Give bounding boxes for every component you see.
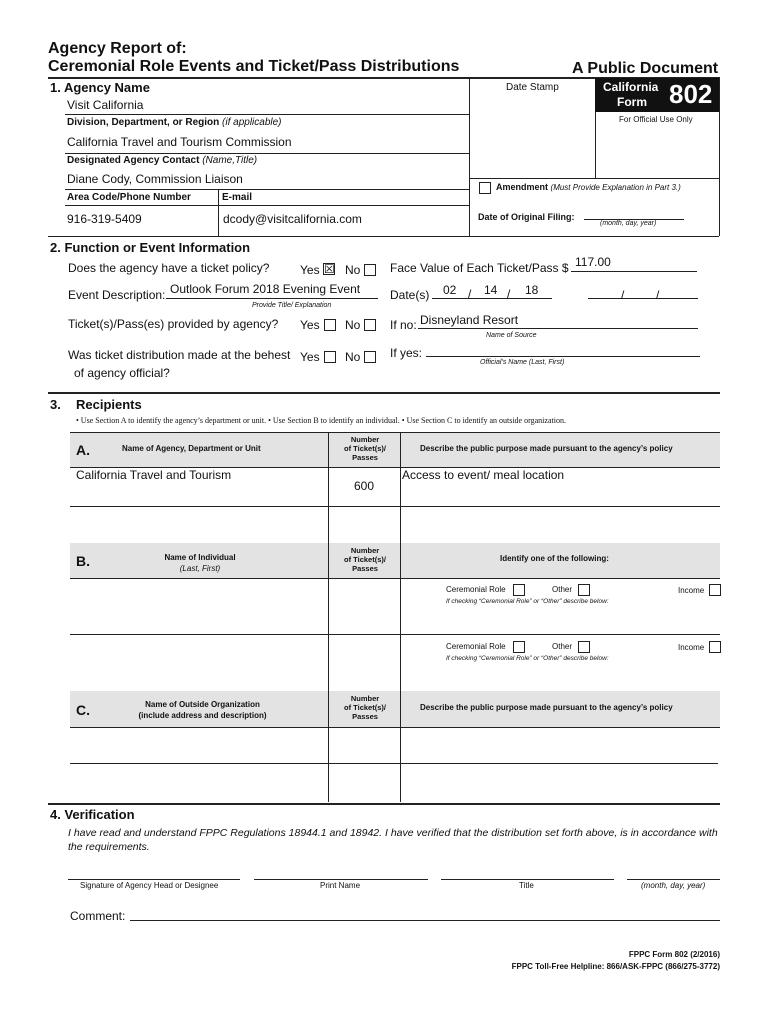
part1-bottom-left	[48, 236, 469, 237]
section-c-header-bottom	[70, 727, 720, 728]
title-line	[441, 879, 614, 880]
phone-line	[65, 205, 469, 206]
table-col-divider-2	[400, 432, 401, 802]
contact-value: Diane Cody, Commission Liaison	[67, 172, 243, 186]
behest-question-line2: of agency official?	[74, 366, 170, 380]
b-row1-bottom	[70, 634, 720, 635]
behest-yes-checkbox[interactable]	[324, 351, 336, 363]
if-no-label: If no:	[390, 318, 417, 332]
section-b-col1	[130, 552, 270, 574]
part3-bottom-rule	[48, 803, 720, 805]
agency-name-line	[65, 114, 469, 115]
section-a-row1-purpose: Access to event/ meal location	[402, 468, 565, 482]
face-value-line	[571, 271, 697, 272]
part2-heading: 2. Function or Event Information	[50, 240, 251, 255]
b-row1-ceremonial-checkbox[interactable]	[513, 584, 525, 596]
division-label	[67, 117, 282, 128]
section-c-col3: Describe the public purpose made pursuant to the agency’s policy	[420, 703, 673, 712]
section-b-letter: B.	[76, 553, 90, 569]
if-no-line	[418, 328, 698, 329]
contact-label-text: Designated Agency Contact	[67, 155, 200, 166]
section-a-col2-l1: Number	[350, 435, 380, 444]
comment-label: Comment:	[70, 909, 126, 923]
b-row1-income-checkbox[interactable]	[709, 584, 721, 596]
comment-field[interactable]	[130, 920, 720, 921]
b-row2-income-checkbox[interactable]	[709, 641, 721, 653]
b-row1-describe-note: If checking “Ceremonial Role” or “Other” describe below:	[446, 598, 609, 605]
section-c-col2	[330, 694, 400, 721]
verification-statement: I have read and understand FPPC Regulations 18944.1 and 18942. I have verified that the distribution set forth above, is in accordance with the requirements.	[68, 827, 718, 853]
policy-yes-checkbox[interactable]: ☒	[324, 262, 335, 276]
policy-no-checkbox[interactable]	[364, 264, 376, 276]
official-use-bottom	[469, 178, 719, 179]
event-description-line	[166, 298, 378, 299]
section-a-col1: Name of Agency, Department or Unit	[122, 444, 261, 453]
part4-heading: 4. Verification	[50, 807, 135, 822]
provided-no-label: No	[345, 318, 361, 332]
date2-slash-2: /	[656, 288, 660, 302]
if-yes-label: If yes:	[390, 346, 423, 360]
behest-question-line1: Was ticket distribution made at the behest	[68, 348, 291, 362]
title-label: Title	[519, 881, 534, 890]
section-a-col2-l2: of Ticket(s)/	[344, 444, 386, 453]
part1-right-border	[719, 78, 720, 236]
section-a-col3: Describe the public purpose made pursuant to the agency’s policy	[420, 444, 673, 453]
section-a-letter: A.	[76, 442, 90, 458]
date-slash-2: /	[507, 287, 511, 301]
form-title-line1: Agency Report of:	[48, 40, 187, 57]
tickets-provided-question: Ticket(s)/Pass(es) provided by agency?	[68, 317, 279, 331]
provided-yes-label: Yes	[300, 318, 320, 332]
contact-line	[65, 189, 469, 190]
section-a-top	[70, 432, 720, 433]
phone-label: Area Code/Phone Number	[67, 192, 191, 203]
contact-note: (Name,Title)	[202, 155, 258, 166]
sign-date-line	[627, 879, 720, 880]
part2-bottom-rule	[48, 392, 720, 394]
date-line-2	[588, 298, 698, 299]
part1-bottom-border	[469, 236, 719, 237]
policy-yes-label: Yes	[300, 263, 320, 277]
b-row2-income-label: Income	[678, 643, 705, 652]
behest-no-checkbox[interactable]	[364, 351, 376, 363]
date-stamp-label: Date Stamp	[506, 82, 559, 93]
b-row2-ceremonial-label: Ceremonial Role	[446, 642, 506, 651]
section-c-letter: C.	[76, 702, 90, 718]
division-label-text: Division, Department, or Region	[67, 117, 220, 128]
section-c-col2-l1: Number	[350, 694, 380, 703]
section-c-col1-l2: (include address and description)	[138, 711, 267, 720]
signature-line	[68, 879, 240, 880]
if-yes-line	[426, 356, 700, 357]
phone-email-divider	[218, 189, 219, 236]
ticket-policy-question: Does the agency have a ticket policy?	[68, 261, 270, 275]
date-month: 02	[443, 283, 457, 297]
part1-divider	[469, 78, 470, 236]
form-word: Form	[617, 95, 647, 109]
section-a-row1-number: 600	[354, 479, 375, 493]
signature-label: Signature of Agency Head or Designee	[80, 881, 219, 890]
b-row2-other-checkbox[interactable]	[578, 641, 590, 653]
b-row2-ceremonial-checkbox[interactable]	[513, 641, 525, 653]
face-value-label: Face Value of Each Ticket/Pass $	[390, 261, 569, 275]
section-b-col1-l1: Name of Individual	[164, 553, 236, 562]
b-row1-ceremonial-label: Ceremonial Role	[446, 585, 506, 594]
email-label: E-mail	[222, 192, 253, 203]
agency-name-value: Visit California	[67, 98, 144, 112]
form-number: 802	[669, 79, 713, 109]
amendment-label-text: Amendment	[496, 182, 549, 192]
provided-no-checkbox[interactable]	[364, 319, 376, 331]
provided-yes-checkbox[interactable]	[324, 319, 336, 331]
date-line-1	[432, 298, 552, 299]
section-b-col2	[330, 546, 400, 573]
section-a-row1-name: California Travel and Tourism	[76, 468, 232, 482]
division-note: (if applicable)	[222, 117, 282, 128]
part3-heading: Recipients	[76, 397, 142, 412]
section-b-col3: Identify one of the following:	[500, 554, 609, 563]
b-row2-describe-note: If checking “Ceremonial Role” or “Other” describe below:	[446, 655, 609, 662]
section-b-col2-l3: Passes	[352, 564, 378, 573]
c-row1-bottom	[70, 763, 718, 764]
section-b-header-bottom	[70, 578, 720, 579]
part3-instructions: • Use Section A to identify the agency’s department or unit. • Use Section B to identify an individual. • Use Section C to identify an outside organization.	[76, 416, 566, 425]
source-note: Name of Source	[486, 332, 537, 339]
amendment-checkbox[interactable]	[479, 182, 491, 194]
event-description-label: Event Description:	[68, 288, 166, 302]
print-name-label: Print Name	[320, 881, 361, 890]
behest-no-label: No	[345, 350, 361, 364]
dates-label: Date(s)	[390, 288, 430, 302]
section-c-col1	[115, 699, 290, 721]
form-state: California	[603, 80, 659, 94]
section-c-col2-l2: of Ticket(s)/	[344, 703, 386, 712]
face-value-amount: 117.00	[575, 255, 611, 269]
date-year: 18	[525, 283, 539, 297]
section-a-col2-l3: Passes	[352, 453, 378, 462]
b-row1-income-label: Income	[678, 586, 705, 595]
policy-no-label: No	[345, 263, 361, 277]
section-b-col2-l2: of Ticket(s)/	[344, 555, 386, 564]
section-a-col2	[330, 435, 400, 462]
event-description-value: Outlook Forum 2018 Evening Event	[170, 282, 361, 296]
division-value: California Travel and Tourism Commission	[67, 135, 292, 149]
b-row1-other-label: Other	[552, 585, 573, 594]
b-row2-other-label: Other	[552, 642, 573, 651]
part3-number: 3.	[50, 397, 61, 412]
public-document-label: A Public Document	[572, 60, 719, 77]
date2-slash-1: /	[621, 288, 625, 302]
behest-yes-label: Yes	[300, 350, 320, 364]
amendment-note: (Must Provide Explanation in Part 3.)	[550, 183, 681, 192]
section-a-row1-bottom	[70, 506, 720, 507]
date-day: 14	[484, 283, 498, 297]
part1-heading: 1. Agency Name	[50, 80, 150, 95]
email-value: dcody@visitcalifornia.com	[223, 212, 362, 226]
section-c-col1-l1: Name of Outside Organization	[145, 700, 260, 709]
original-filing-label: Date of Original Filing:	[478, 212, 575, 222]
b-row1-other-checkbox[interactable]	[578, 584, 590, 596]
contact-label	[67, 155, 257, 166]
date-slash-1: /	[468, 287, 472, 301]
section-c-col2-l3: Passes	[352, 712, 378, 721]
original-filing-note: (month, day, year)	[600, 220, 657, 227]
footer-form-version: FPPC Form 802 (2/2016)	[628, 950, 720, 959]
section-b-col2-l1: Number	[350, 546, 380, 555]
form-title-line2: Ceremonial Role Events and Ticket/Pass Distributions	[48, 58, 460, 75]
amendment-label	[496, 182, 681, 192]
official-use-label: For Official Use Only	[619, 115, 693, 124]
form-number-badge	[595, 78, 719, 112]
event-description-note: Provide Title/ Explanation	[252, 302, 332, 309]
division-line	[65, 153, 469, 154]
phone-value: 916-319-5409	[67, 212, 142, 226]
sign-date-label: (month, day, year)	[641, 881, 706, 890]
official-use-left	[595, 112, 596, 178]
table-col-divider-1	[328, 432, 329, 802]
print-name-line	[254, 879, 428, 880]
footer-helpline: FPPC Toll-Free Helpline: 866/ASK-FPPC (866/275-3772)	[511, 962, 720, 971]
official-name-note: Official’s Name (Last, First)	[480, 359, 565, 366]
if-no-value: Disneyland Resort	[420, 313, 519, 327]
section-b-col1-l2: (Last, First)	[179, 564, 221, 573]
